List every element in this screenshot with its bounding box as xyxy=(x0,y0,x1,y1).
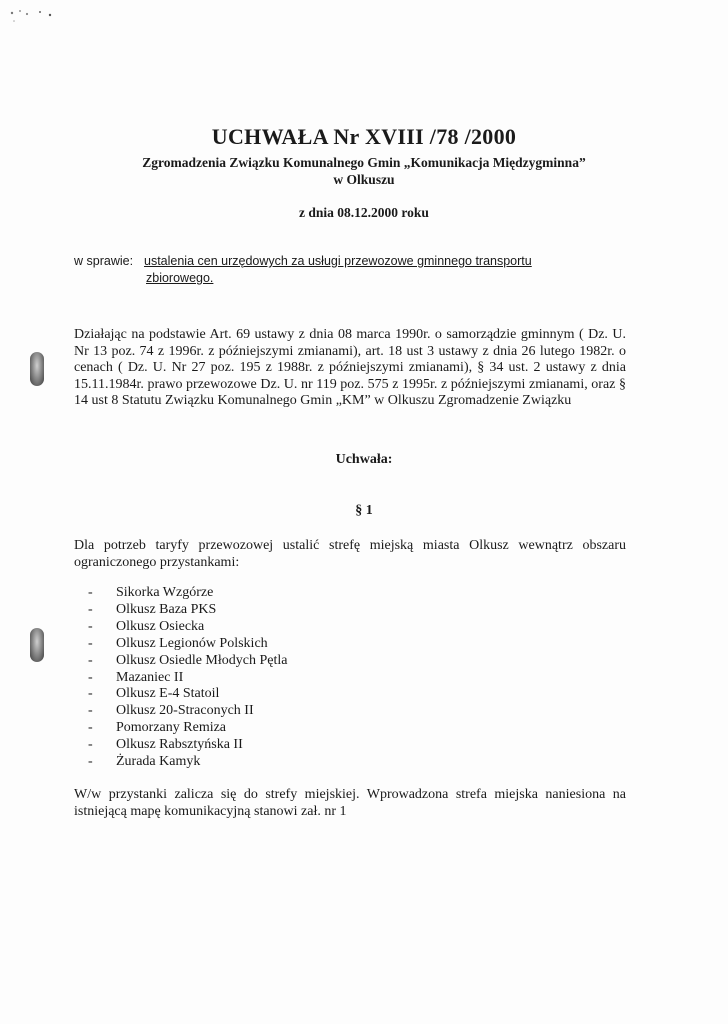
list-dash: - xyxy=(88,618,93,634)
section-1-paragraph: Dla potrzeb taryfy przewozowej ustalić strefę miejską miasta Olkusz wewnątrz obszaru ograniczonego przystankami: xyxy=(74,538,626,570)
subject-line-1: ustalenia cen urzędowych za usługi przewozowe gminnego transportu xyxy=(144,254,532,268)
list-item xyxy=(88,585,287,602)
subject-line-2: zbiorowego. xyxy=(146,271,214,285)
list-dash: - xyxy=(88,754,93,770)
list-dash: - xyxy=(88,601,93,617)
punch-hole-upper xyxy=(30,352,44,386)
stop-name: Olkusz E-4 Statoil xyxy=(116,686,220,702)
stop-name: Olkusz Legionów Polskich xyxy=(116,635,268,651)
list-dash: - xyxy=(88,703,93,719)
list-item xyxy=(88,602,287,619)
list-dash: - xyxy=(88,686,93,702)
stops-list xyxy=(88,585,287,771)
list-dash: - xyxy=(88,720,93,736)
stop-name: Pomorzany Remiza xyxy=(116,720,227,736)
stop-name: Olkusz Osiedle Młodych Pętla xyxy=(116,652,288,668)
punch-hole-lower xyxy=(30,628,44,662)
list-item xyxy=(88,754,287,771)
stop-name: Sikorka Wzgórze xyxy=(116,585,214,600)
resolution-title: UCHWAŁA Nr XVIII /78 /2000 xyxy=(211,124,517,149)
subject-block xyxy=(74,253,634,287)
list-dash: - xyxy=(88,737,93,753)
subject-label: w sprawie: xyxy=(74,254,134,268)
list-item xyxy=(88,737,287,754)
stop-name: Mazaniec II xyxy=(116,669,184,685)
stop-name: Olkusz Baza PKS xyxy=(116,601,217,617)
list-item xyxy=(88,670,287,687)
stop-name: Olkusz Rabsztyńska II xyxy=(116,737,243,753)
closing-paragraph: W/w przystanki zalicza się do strefy miejskiej. Wprowadzona strefa miejska naniesiona na istniejącą mapę komunikacyjną stanowi zał. nr 1 xyxy=(74,787,626,819)
list-dash: - xyxy=(88,585,93,600)
list-item xyxy=(88,703,287,720)
list-item xyxy=(88,636,287,653)
resolution-date: z dnia 08.12.2000 roku xyxy=(299,205,429,220)
list-item xyxy=(88,619,287,636)
section-1-heading: § 1 xyxy=(355,503,373,518)
resolution-subtitle xyxy=(0,154,728,188)
list-item xyxy=(88,653,287,670)
list-item xyxy=(88,720,287,737)
list-dash: - xyxy=(88,635,93,651)
stop-name: Olkusz Osiecka xyxy=(116,618,205,634)
list-item xyxy=(88,686,287,703)
stop-name: Olkusz 20-Straconych II xyxy=(116,703,254,719)
scan-specks xyxy=(6,4,66,26)
subtitle-line-1: Zgromadzenia Związku Komunalnego Gmin „Komunikacja Międzygminna” xyxy=(142,155,586,170)
intro-paragraph: Działając na podstawie Art. 69 ustawy z dnia 08 marca 1990r. o samorządzie gminnym ( Dz. U. Nr 13 poz. 74 z 1996r. z późniejszymi zmianami), art. 18 ust 3 ustawy z dnia 26 lutego 1982r. o cenach ( Dz. U. Nr 27 poz. 195 z 1988r. z późniejszymi zmianami), § 34 ust. 2 ustawy z dnia 15.11.1984r. prawo przewozowe Dz. U. nr 119 poz. 575 z 1995r. z późniejszymi zmianami, oraz § 14 ust 8 Statutu Związku Komunalnego Gmin „KM” w Olkuszu Zgromadzenie Związku xyxy=(74,327,626,409)
resolves-heading: Uchwała: xyxy=(335,452,393,467)
list-dash: - xyxy=(88,669,93,685)
list-dash: - xyxy=(88,652,93,668)
subtitle-line-2: w Olkuszu xyxy=(333,172,395,187)
stop-name: Żurada Kamyk xyxy=(116,754,201,770)
